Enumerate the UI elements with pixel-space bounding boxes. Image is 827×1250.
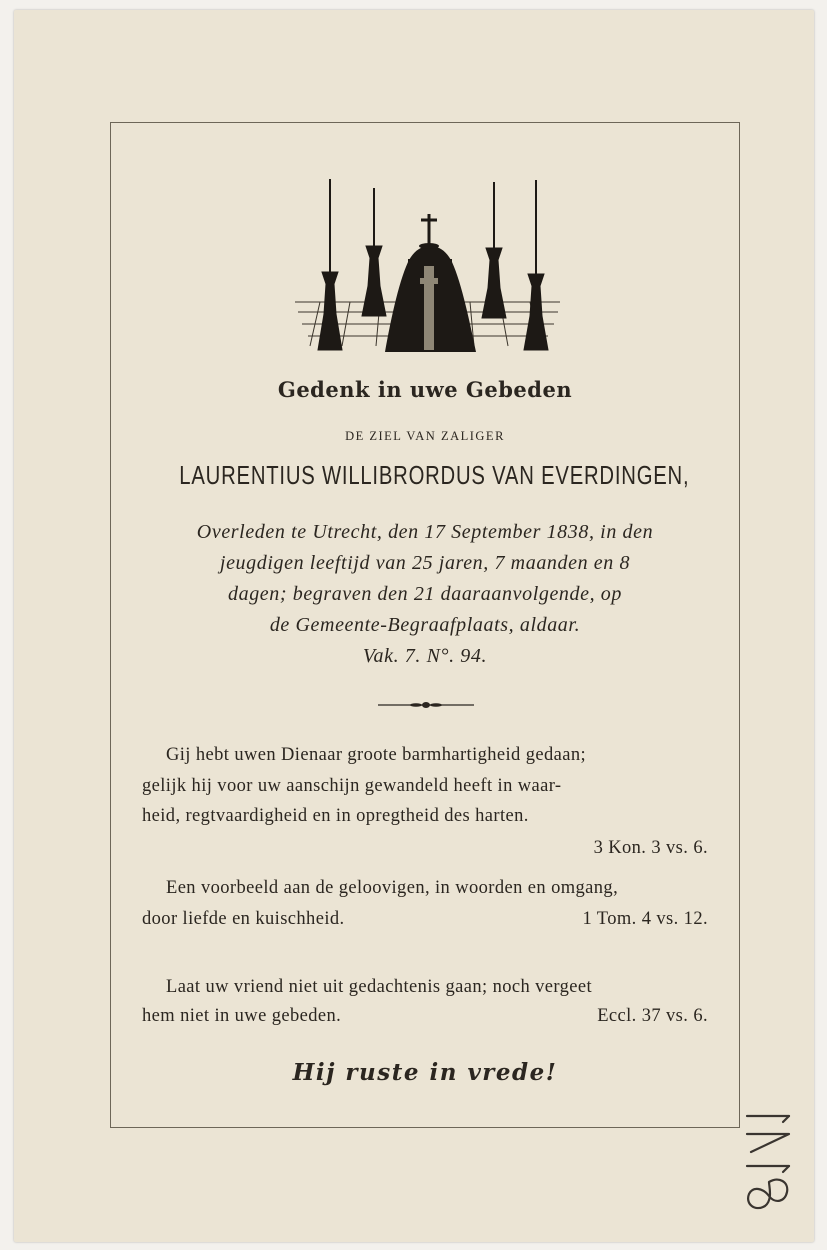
closing-blessing: Hij ruste in vrede!: [292, 1059, 558, 1086]
verse-line: hem niet in uwe gebeden.: [142, 1006, 342, 1026]
verse-line: gelijk hij voor uw aanschijn gewandeld heeft in waar-: [142, 776, 562, 796]
intro-line: DE ZIEL VAN ZALIGER: [345, 429, 505, 443]
verse-reference: Eccl. 37 vs. 6.: [597, 1006, 708, 1026]
handwritten-catalog-number: [739, 1108, 799, 1218]
grave-location: Vak. 7. N°. 94.: [362, 645, 488, 667]
verse-line-with-reference: [142, 909, 708, 930]
card-heading: Gedenk in uwe Gebeden: [277, 377, 573, 402]
verse-line: door liefde en kuischheid.: [142, 909, 345, 929]
memorial-card: [14, 10, 814, 1242]
verse-line: heid, regtvaardigheid en in opregtheid des harten.: [142, 806, 529, 826]
ornamental-divider: [378, 700, 474, 710]
death-detail-line: Overleden te Utrecht, den 17 September 1838, in den: [196, 521, 654, 543]
death-detail-line: dagen; begraven den 21 daaraanvolgende, op: [228, 583, 622, 605]
verse-line: Een voorbeeld aan de geloovigen, in woorden en omgang,: [166, 878, 619, 898]
verse-reference: 3 Kon. 3 vs. 6.: [593, 838, 708, 858]
deceased-name: LAURENTIUS WILLIBRORDUS VAN EVERDINGEN,: [179, 460, 690, 490]
verse-line: Laat uw vriend niet uit gedachtenis gaan; noch vergeet: [166, 977, 593, 997]
death-detail-line: jeugdigen leeftijd van 25 jaren, 7 maanden en 8: [219, 552, 631, 574]
verse-reference: 1 Tom. 4 vs. 12.: [582, 909, 708, 929]
catafalque-engraving: [290, 174, 565, 360]
verse-line-with-reference: [142, 1006, 708, 1027]
death-detail-line: de Gemeente-Begraafplaats, aldaar.: [269, 614, 581, 636]
verse-line: Gij hebt uwen Dienaar groote barmhartigheid gedaan;: [166, 745, 587, 765]
